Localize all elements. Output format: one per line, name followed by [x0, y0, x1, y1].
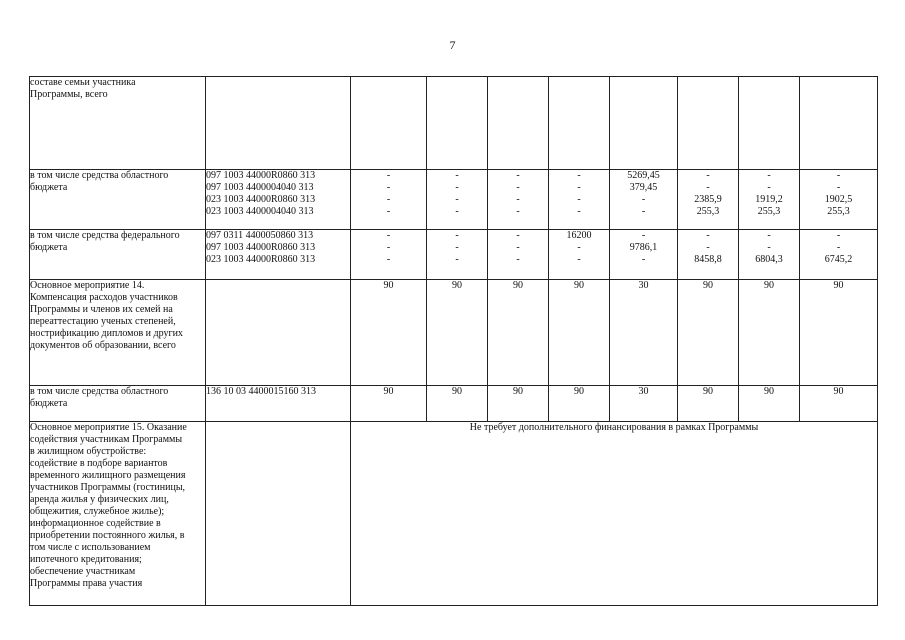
- value-line: -: [455, 170, 459, 181]
- value-cell: [610, 386, 678, 422]
- row-description: [30, 280, 206, 386]
- value-line: -: [516, 242, 520, 253]
- value-line: 90: [764, 280, 774, 291]
- value-line: -: [386, 182, 391, 193]
- value-cell: [488, 280, 549, 386]
- value-cell: [739, 230, 800, 280]
- table-row: [30, 280, 878, 386]
- value-line: -: [386, 170, 391, 181]
- value-cell: [800, 170, 878, 230]
- description-line: в том числе средства федерального: [30, 230, 180, 241]
- description-line: содействие в подборе вариантов: [30, 458, 168, 469]
- value-cell: [739, 386, 800, 422]
- value-cell: [488, 170, 549, 230]
- value-line: -: [577, 182, 581, 193]
- value-line: 90: [574, 386, 584, 397]
- value-line: -: [767, 170, 771, 181]
- page-number: 7: [449, 38, 456, 52]
- value-line: -: [516, 254, 520, 265]
- value-line: -: [516, 194, 520, 205]
- value-cell: [678, 386, 739, 422]
- description-line: бюджета: [30, 242, 68, 253]
- table-row: [30, 170, 878, 230]
- value-cell: [427, 170, 488, 230]
- value-line: -: [386, 194, 391, 205]
- row-description: [30, 77, 206, 170]
- value-cell: [351, 280, 427, 386]
- value-line: -: [455, 254, 459, 265]
- value-cell: [488, 386, 549, 422]
- value-cell: [549, 386, 610, 422]
- description-line: переаттестацию ученых степеней,: [30, 316, 176, 327]
- row-description: [30, 230, 206, 280]
- budget-code: 023 1003 4400004040 313: [206, 206, 314, 217]
- budget-codes: [206, 77, 351, 170]
- value-cell: [800, 280, 878, 386]
- value-line: -: [516, 206, 520, 217]
- value-line: -: [455, 242, 459, 253]
- description-line: общежития, служебное жилье);: [30, 506, 165, 517]
- table-row: [30, 386, 878, 422]
- value-line: -: [641, 230, 646, 241]
- value-line: -: [386, 206, 391, 217]
- value-line: 90: [383, 280, 394, 291]
- value-cell: [488, 230, 549, 280]
- description-line: Основное мероприятие 14.: [30, 280, 145, 291]
- value-line: -: [767, 242, 771, 253]
- value-line: -: [706, 242, 710, 253]
- value-line: -: [516, 170, 520, 181]
- value-cell: [678, 230, 739, 280]
- value-line: 30: [638, 280, 649, 291]
- value-line: 90: [513, 280, 523, 291]
- description-line: Программы права участия: [30, 578, 143, 589]
- description-line: Компенсация расходов участников: [30, 292, 178, 303]
- value-cell: [800, 386, 878, 422]
- value-line: 1902,5: [824, 194, 853, 205]
- value-line: 90: [833, 386, 844, 397]
- value-cell: [678, 170, 739, 230]
- value-line: -: [706, 182, 710, 193]
- budget-codes: [206, 422, 351, 606]
- budget-table: [29, 76, 878, 606]
- value-line: -: [516, 230, 520, 241]
- value-cell: [739, 280, 800, 386]
- budget-codes: [206, 280, 351, 386]
- budget-code: 097 0311 4400050860 313: [206, 230, 314, 241]
- budget-codes: [206, 386, 351, 422]
- value-line: -: [836, 170, 841, 181]
- table-row: [30, 422, 878, 606]
- budget-code: 023 1003 44000R0860 313: [206, 194, 316, 205]
- description-line: бюджета: [30, 182, 68, 193]
- description-line: содействия участникам Программы: [30, 434, 183, 445]
- value-line: -: [836, 242, 841, 253]
- value-line: 1919,2: [755, 194, 783, 205]
- value-line: -: [455, 194, 459, 205]
- row-description: [30, 170, 206, 230]
- value-cell: [351, 77, 427, 170]
- value-line: -: [577, 242, 581, 253]
- description-line: Основное мероприятие 15. Оказание: [30, 422, 187, 433]
- value-cell: [351, 170, 427, 230]
- row-description: [30, 422, 206, 606]
- value-line: -: [516, 182, 520, 193]
- value-line: -: [641, 194, 646, 205]
- value-line: -: [836, 230, 841, 241]
- budget-code: 023 1003 44000R0860 313: [206, 254, 316, 265]
- value-cell: [610, 170, 678, 230]
- description-line: составе семьи участника: [30, 77, 136, 88]
- value-line: 90: [452, 386, 462, 397]
- value-line: 90: [513, 386, 523, 397]
- value-line: 90: [764, 386, 774, 397]
- value-line: -: [767, 182, 771, 193]
- value-cell: [678, 280, 739, 386]
- value-line: 255,3: [696, 206, 720, 217]
- value-cell: [549, 280, 610, 386]
- value-cell: [427, 77, 488, 170]
- value-line: -: [641, 206, 646, 217]
- value-line: -: [706, 170, 710, 181]
- description-line: временного жилищного размещения: [30, 470, 186, 481]
- value-line: -: [386, 254, 391, 265]
- budget-codes: [206, 230, 351, 280]
- value-cell: [739, 170, 800, 230]
- value-line: 6745,2: [824, 254, 853, 265]
- value-cell: [739, 77, 800, 170]
- value-line: 6804,3: [755, 254, 783, 265]
- value-cell: [427, 386, 488, 422]
- description-line: бюджета: [30, 398, 68, 409]
- value-line: 30: [638, 386, 649, 397]
- value-cell: [549, 170, 610, 230]
- value-line: 8458,8: [694, 254, 722, 265]
- value-line: 255,3: [827, 206, 850, 217]
- description-line: аренда жилья у физических лиц,: [30, 494, 169, 505]
- table-row: [30, 230, 878, 280]
- value-line: 90: [383, 386, 394, 397]
- budget-code: 097 1003 44000R0860 313: [206, 170, 316, 181]
- value-cell: [800, 230, 878, 280]
- value-cell: [610, 230, 678, 280]
- value-line: -: [836, 182, 841, 193]
- value-cell: [549, 230, 610, 280]
- value-line: -: [386, 242, 391, 253]
- value-line: 379,45: [629, 182, 658, 193]
- table-row: [30, 77, 878, 170]
- value-line: 5269,45: [627, 170, 660, 181]
- value-line: -: [455, 230, 459, 241]
- value-cell: [488, 77, 549, 170]
- description-line: Программы, всего: [30, 89, 108, 100]
- description-line: в жилищном обустройстве:: [30, 446, 147, 457]
- value-line: -: [641, 254, 646, 265]
- budget-code: 097 1003 44000R0860 313: [206, 242, 316, 253]
- description-line: обеспечение участникам: [30, 566, 136, 577]
- value-cell: [610, 280, 678, 386]
- value-cell: [678, 77, 739, 170]
- value-line: 16200: [566, 230, 592, 241]
- value-cell: [549, 77, 610, 170]
- value-cell: [351, 230, 427, 280]
- description-line: документов об образовании, всего: [30, 340, 176, 351]
- value-line: -: [455, 206, 459, 217]
- value-line: 2385,9: [694, 194, 722, 205]
- value-cell: [800, 77, 878, 170]
- value-line: 90: [703, 386, 713, 397]
- description-line: нострификацию дипломов и других: [30, 328, 183, 339]
- description-line: Программы и членов их семей на: [30, 304, 173, 315]
- value-cell: [610, 77, 678, 170]
- value-cell: [427, 230, 488, 280]
- budget-codes: [206, 170, 351, 230]
- row-description: [30, 386, 206, 422]
- value-line: 255,3: [757, 206, 781, 217]
- description-line: в том числе средства областного: [30, 170, 169, 181]
- value-line: 9786,1: [629, 242, 658, 253]
- value-line: 90: [833, 280, 844, 291]
- description-line: приобретении постоянного жилья, в: [30, 530, 185, 541]
- funding-note: Не требует дополнительного финансирования в рамках Программы: [351, 422, 878, 606]
- value-line: -: [577, 194, 581, 205]
- description-line: участников Программы (гостиницы,: [30, 482, 186, 493]
- value-cell: [427, 280, 488, 386]
- description-line: ипотечного кредитования;: [30, 554, 142, 565]
- value-line: 90: [574, 280, 584, 291]
- description-line: том числе с использованием: [30, 542, 151, 553]
- value-line: -: [706, 230, 710, 241]
- value-cell: [351, 386, 427, 422]
- budget-code: 097 1003 4400004040 313: [206, 182, 314, 193]
- value-line: -: [577, 254, 581, 265]
- value-line: -: [577, 206, 581, 217]
- description-line: в том числе средства областного: [30, 386, 169, 397]
- value-line: 90: [452, 280, 462, 291]
- description-line: информационное содействие в: [30, 518, 161, 529]
- value-line: 90: [703, 280, 713, 291]
- value-line: -: [386, 230, 391, 241]
- value-line: -: [767, 230, 771, 241]
- value-line: -: [455, 182, 459, 193]
- value-line: -: [577, 170, 581, 181]
- budget-code: 136 10 03 4400015160 313: [206, 386, 316, 397]
